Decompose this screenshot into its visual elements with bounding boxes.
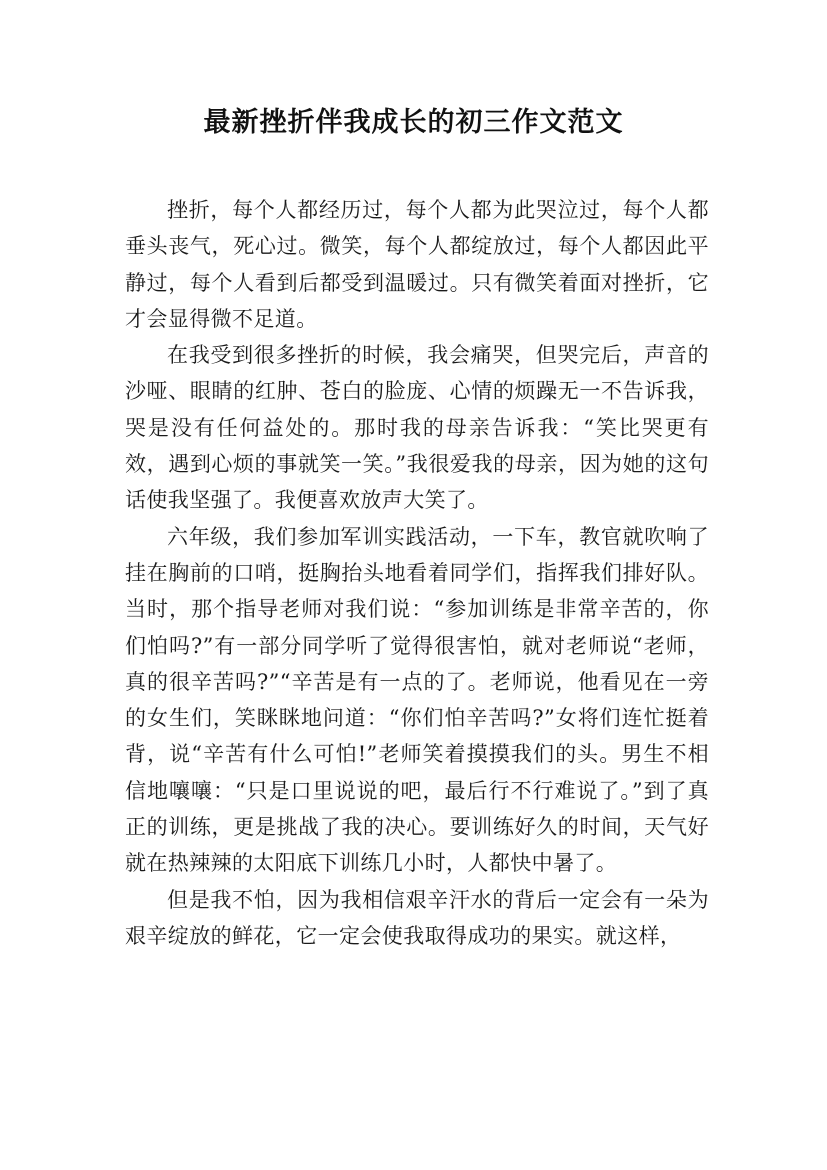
- paragraph-4: 但是我不怕，因为我相信艰辛汗水的背后一定会有一朵为艰辛绽放的鲜花，它一定会使我取得成功的果实。就这样，: [125, 887, 709, 948]
- paragraph-3: 六年级，我们参加军训实践活动，一下车，教官就吹响了挂在胸前的口哨，挺胸抬头地看着同学们，指挥我们排好队。当时，那个指导老师对我们说：“参加训练是非常辛苦的，你们怕吗?”有一部分同学听了觉得很害怕，就对老师说“老师，真的很辛苦吗?”“辛苦是有一点的了。老师说，他看见在一旁的女生们，笑眯眯地问道：“你们怕辛苦吗?”女将们连忙挺着背，说“辛苦有什么可怕!”老师笑着摸摸我们的头。男生不相信地嚷嚷：“只是口里说说的吧，最后行不行难说了。”到了真正的训练，更是挑战了我的决心。要训练好久的时间，天气好就在热辣辣的太阳底下训练几小时，人都快中暑了。: [125, 524, 709, 876]
- document-title: 最新挫折伴我成长的初三作文范文: [203, 107, 624, 138]
- paragraph-1: 挫折，每个人都经历过，每个人都为此哭泣过，每个人都垂头丧气，死心过。微笑，每个人都绽放过，每个人都因此平静过，每个人看到后都受到温暖过。只有微笑着面对挫折，它才会显得微不足道。: [125, 198, 709, 331]
- paragraph-2: 在我受到很多挫折的时候，我会痛哭，但哭完后，声音的沙哑、眼睛的红肿、苍白的脸庞、心情的烦躁无一不告诉我，哭是没有任何益处的。那时我的母亲告诉我：“笑比哭更有效，遇到心烦的事就笑一笑。”我很爱我的母亲，因为她的这句话使我坚强了。我便喜欢放声大笑了。: [125, 343, 709, 513]
- document-body: [125, 192, 709, 954]
